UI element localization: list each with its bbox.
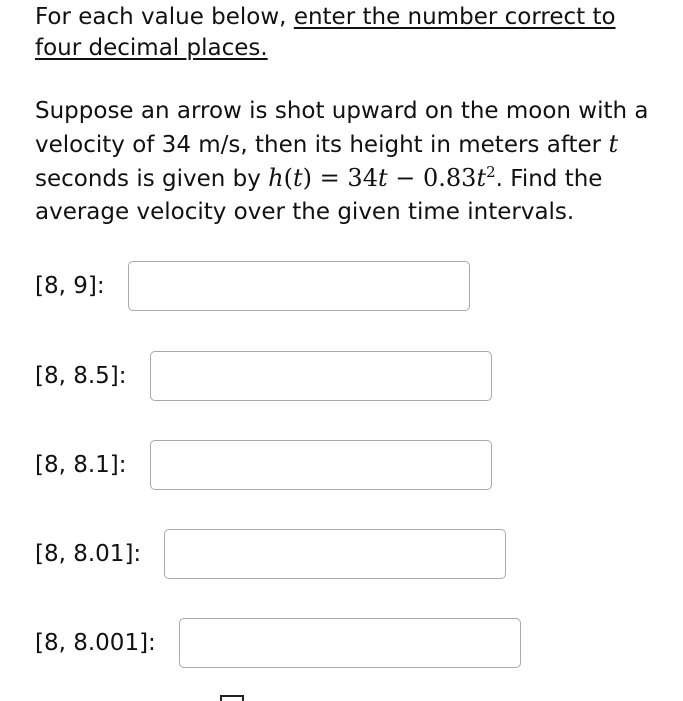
problem-statement — [35, 95, 665, 229]
instructions-lead: For each value below, — [35, 4, 294, 30]
formula-coefficient-2: 0.83 — [423, 164, 477, 192]
interval-label: [8, 8.001]: — [35, 630, 156, 656]
interval-row-1 — [35, 259, 470, 313]
instructions — [35, 2, 665, 64]
variable-t: t — [608, 130, 619, 158]
problem-text-2: seconds is given by — [35, 166, 269, 192]
answer-input-4[interactable] — [164, 529, 506, 579]
problem-text-3: . Find the average velocity over the given time intervals. — [35, 166, 603, 225]
formula-open-paren: ( — [283, 164, 294, 192]
interval-row-3 — [35, 438, 492, 492]
problem-text-1: Suppose an arrow is shot upward on the moon with a velocity of 34 m/s, then its height in meters after — [35, 98, 649, 158]
interval-label: [8, 9]: — [35, 273, 105, 299]
interval-row-5 — [35, 616, 521, 670]
formula-variable: t — [293, 164, 303, 192]
interval-label: [8, 8.5]: — [35, 363, 127, 389]
answer-input-1[interactable] — [128, 261, 470, 311]
formula-term-2-variable: t — [476, 164, 487, 192]
interval-row-4 — [35, 527, 506, 581]
interval-row-2 — [35, 349, 492, 403]
interval-label: [8, 8.01]: — [35, 541, 142, 567]
formula-exponent: 2 — [486, 163, 496, 181]
answer-input-3[interactable] — [150, 440, 492, 490]
formula-function: h — [268, 164, 284, 192]
partial-next-element — [220, 695, 244, 701]
formula-equals: = — [312, 164, 348, 192]
height-formula — [268, 164, 495, 192]
instructions-emphasis: enter the number correct to four decimal places. — [35, 4, 616, 61]
formula-coefficient-1: 34 — [347, 164, 378, 192]
formula-close-paren: ) — [302, 164, 313, 192]
formula-term-1-variable: t — [377, 164, 388, 192]
answer-input-5[interactable] — [179, 618, 521, 668]
interval-label: [8, 8.1]: — [35, 452, 127, 478]
answer-input-2[interactable] — [150, 351, 492, 401]
formula-minus: − — [387, 164, 423, 192]
